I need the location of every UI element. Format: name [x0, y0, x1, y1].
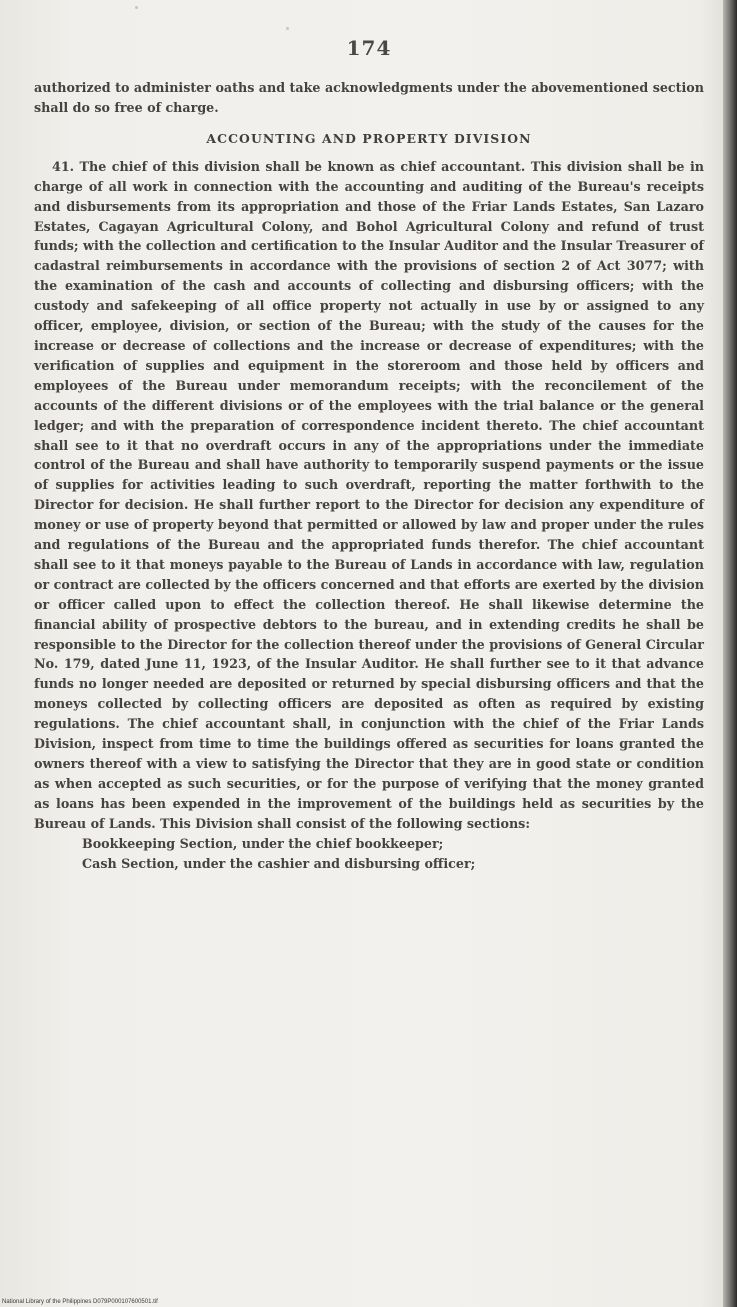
list-item: Bookkeeping Section, under the chief bookkeeper;: [82, 835, 444, 851]
list-item: Cash Section, under the cashier and disbursing officer;: [82, 855, 476, 871]
sections-list: [34, 834, 704, 874]
dust-speck: [135, 6, 138, 9]
scan-footer: National Library of the Philippines D079P000107600501.tif: [2, 1299, 158, 1305]
section-heading: ACCOUNTING AND PROPERTY DIVISION: [206, 130, 532, 146]
page-binding-shadow: [723, 0, 737, 1307]
paragraph-41: 41. The chief of this division shall be known as chief accountant. This division shall be in charge of all work in connection with the accounting and auditing of the Bureau's receipts and disbursements from its appropriation and those of the Friar Lands Estates, San Lazaro Estates, Cagayan Agricultural Colony, and Bohol Agricultural Colony and refund of trust funds; with the collection and certification to the Insular Auditor and the Insular Treasurer of cadastral reimbursements in accordance with the provisions of section 2 of Act 3077; with the examination of the cash and accounts of collecting and disbursing officers; with the custody and safekeeping of all office property not actually in use by or assigned to any officer, employee, division, or section of the Bureau; with the study of the causes for the increase or decrease of collections and the increase or decrease of expenditures; with the verification of supplies and equipment in the storeroom and those held by officers and employees of the Bureau under memorandum receipts; with the reconcilement of the accounts of the different divisions or of the employees with the trial balance or the general ledger; and with the preparation of correspondence incident thereto. The chief accountant shall see to it that no overdraft occurs in any of the appropriations under the immediate control of the Bureau and shall have authority to temporarily suspend payments or the issue of supplies for activities leading to such overdraft, reporting the matter forthwith to the Director for decision. He shall further report to the Director for decision any expenditure of money or use of property beyond that permitted or allowed by law and proper under the rules and regulations of the Bureau and the appropriated funds therefor. The chief accountant shall see to it that moneys payable to the Bureau of Lands in accordance with law, regulation or contract are collected by the officers concerned and that efforts are exerted by the division or officer called upon to effect the collection thereof. He shall likewise determine the financial ability of prospective debtors to the bureau, and in extending credits he shall be responsible to the Director for the collection thereof under the provisions of General Circular No. 179, dated June 11, 1923, of the Insular Auditor. He shall further see to it that advance funds no longer needed are deposited or returned by special disbursing officers and that the moneys collected by collecting officers are deposited as often as required by existing regulations. The chief accountant shall, in conjunction with the chief of the Friar Lands Division, inspect from time to time the buildings offered as securities for loans granted the owners thereof with a view to satisfying the Director that they are in good state or condition as when accepted as such securities, or for the purpose of verifying that the money granted as loans has been expended in the improvement of the buildings held as securities by the Bureau of Lands. This Division shall consist of the following sections:: [34, 158, 704, 831]
page-number: 174: [346, 36, 392, 60]
dust-speck: [286, 27, 289, 30]
page-content: [34, 36, 704, 873]
intro-paragraph: authorized to administer oaths and take acknowledgments under the abovementioned section shall do so free of charge.: [34, 80, 704, 115]
